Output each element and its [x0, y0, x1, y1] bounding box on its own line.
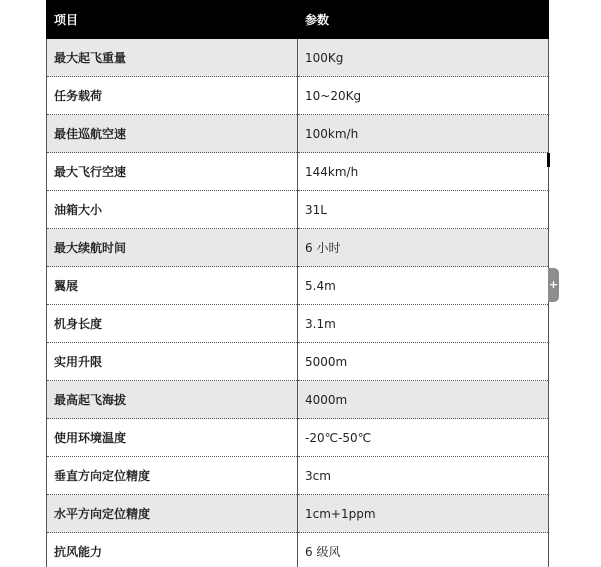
header-param: 参数: [298, 1, 549, 39]
expand-side-tab[interactable]: [548, 268, 559, 302]
table-header-row: [47, 1, 549, 39]
row-value: 10~20Kg: [298, 77, 549, 115]
table-row: [47, 191, 549, 229]
table-row: [47, 495, 549, 533]
plus-icon: +: [548, 278, 559, 291]
row-value: 100km/h: [298, 115, 549, 153]
row-label: 抗风能力: [47, 533, 298, 567]
row-label: 水平方向定位精度: [47, 495, 298, 533]
spec-table: [46, 0, 549, 567]
row-value: 3cm: [298, 457, 549, 495]
table-row: [47, 457, 549, 495]
table-row: [47, 153, 549, 191]
table-row: [47, 267, 549, 305]
table-row: [47, 305, 549, 343]
row-label: 使用环境温度: [47, 419, 298, 457]
row-label: 任务载荷: [47, 77, 298, 115]
scroll-marker: [547, 153, 550, 167]
row-value: 4000m: [298, 381, 549, 419]
row-label: 翼展: [47, 267, 298, 305]
row-value: 31L: [298, 191, 549, 229]
row-label: 最大起飞重量: [47, 39, 298, 77]
table-row: [47, 39, 549, 77]
table-row: [47, 533, 549, 567]
row-label: 垂直方向定位精度: [47, 457, 298, 495]
header-item: 项目: [47, 1, 298, 39]
row-label: 最佳巡航空速: [47, 115, 298, 153]
row-value: -20℃-50℃: [298, 419, 549, 457]
row-label: 最大续航时间: [47, 229, 298, 267]
row-label: 最高起飞海拔: [47, 381, 298, 419]
row-value: 3.1m: [298, 305, 549, 343]
row-value: 6 级风: [298, 533, 549, 567]
row-value: 144km/h: [298, 153, 549, 191]
row-label: 油箱大小: [47, 191, 298, 229]
table-row: [47, 343, 549, 381]
table-row: [47, 77, 549, 115]
row-value: 100Kg: [298, 39, 549, 77]
row-label: 实用升限: [47, 343, 298, 381]
row-label: 最大飞行空速: [47, 153, 298, 191]
row-value: 6 小时: [298, 229, 549, 267]
table-row: [47, 381, 549, 419]
row-label: 机身长度: [47, 305, 298, 343]
table-row: [47, 115, 549, 153]
table-row: [47, 419, 549, 457]
row-value: 1cm+1ppm: [298, 495, 549, 533]
row-value: 5000m: [298, 343, 549, 381]
table-row: [47, 229, 549, 267]
row-value: 5.4m: [298, 267, 549, 305]
